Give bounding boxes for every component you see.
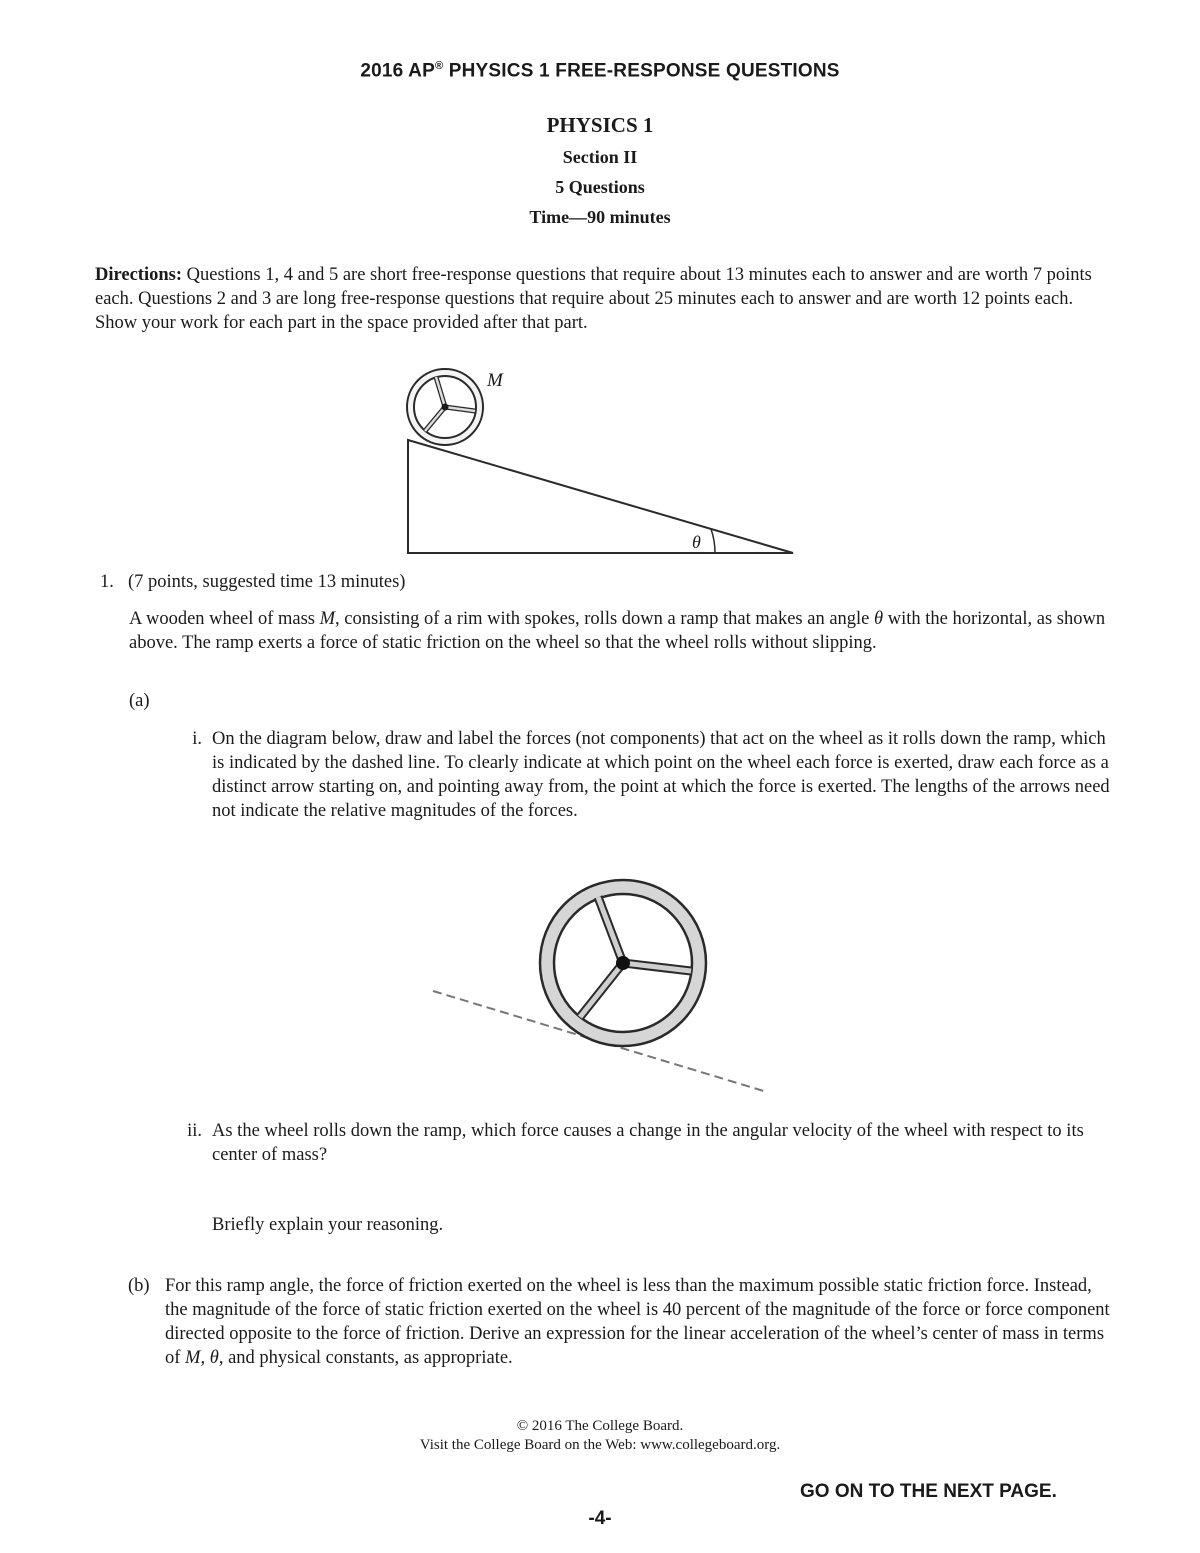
subject-title: PHYSICS 1 <box>546 113 654 137</box>
item-i <box>192 727 1112 823</box>
question-1-header <box>100 572 405 593</box>
small-wheel-icon <box>407 369 483 445</box>
intro-mass-symbol: M <box>319 609 336 629</box>
time-limit: Time—90 minutes <box>529 207 671 227</box>
item-i-text: On the diagram below, draw and label the forces (not components) that act on the wheel as it rolls down the ramp, which is indicated by the dashed line. To clearly indicate at which point on the wheel each force is exerted, draw each force as a distinct arrow starting on, and pointing away from, the point at which the force is exerted. The lengths of the arrows need not indicate the relative magnitudes of the forces. <box>212 729 1110 821</box>
question-points: (7 points, suggested time 13 minutes) <box>128 572 406 592</box>
part-b-text-3: , and physical constants, as appropriate. <box>218 1348 513 1368</box>
header-title-part1: 2016 AP <box>360 60 435 82</box>
ramp-triangle <box>408 440 793 553</box>
center-of-mass-dot <box>616 956 630 970</box>
part-b <box>128 1274 1115 1370</box>
intro-text-2: , consisting of a rim with spokes, rolls down a ramp that makes an angle <box>335 609 875 629</box>
intro-theta-symbol: θ <box>874 609 884 629</box>
force-diagram <box>425 870 775 1100</box>
question-1-intro <box>129 607 1109 655</box>
question-count: 5 Questions <box>555 177 645 197</box>
directions-text: Questions 1, 4 and 5 are short free-response questions that require about 13 minutes each to answer and are worth 7 points each. Questions 2 and 3 are long free-response questions that require about 25 minutes each to answer and are worth 12 points each. Show your work for each part in the space provided after that part. <box>95 265 1092 333</box>
mass-label: M <box>487 370 503 391</box>
angle-arc <box>711 529 715 553</box>
header-title-part2: PHYSICS 1 FREE-RESPONSE QUESTIONS <box>443 60 840 82</box>
item-ii <box>187 1119 1112 1167</box>
registered-mark: ® <box>434 60 444 72</box>
part-b-label: (b) <box>128 1276 150 1296</box>
explain-prompt: Briefly explain your reasoning. <box>212 1215 444 1235</box>
part-a-label: (a) <box>129 691 150 711</box>
copyright: © 2016 The College Board. <box>516 1418 684 1434</box>
directions-label: Directions: <box>95 265 182 285</box>
section-title: Section II <box>562 147 638 167</box>
page-header <box>0 60 1200 82</box>
item-i-label: i. <box>192 729 202 749</box>
ramp-figure <box>395 360 805 565</box>
item-ii-text: As the wheel rolls down the ramp, which force causes a change in the angular velocity of the wheel with respect to its center of mass? <box>212 1121 1084 1165</box>
page-number: -4- <box>588 1508 612 1529</box>
next-page-notice: GO ON TO THE NEXT PAGE. <box>800 1481 1057 1502</box>
intro-text-1: A wooden wheel of mass <box>129 609 320 629</box>
part-b-text-1: For this ramp angle, the force of friction exerted on the wheel is less than the maximum possible static friction force. Instead, the magnitude of the force of static friction exerted on the wheel is 40 percent of the magnitude of the force or force component directed opposite to the force of friction. Derive an expression for the linear acceleration of the wheel’s center of mass in terms of <box>165 1276 1110 1368</box>
item-ii-label: ii. <box>187 1121 202 1141</box>
website-note: Visit the College Board on the Web: www.collegeboard.org. <box>419 1437 781 1453</box>
angle-label: θ <box>692 532 701 552</box>
part-b-mass-symbol: M <box>185 1348 201 1368</box>
intro-text-3: with the horizontal, as shown above. The ramp exerts a force of static friction on the wheel so that the wheel rolls without slipping. <box>129 609 1106 653</box>
large-wheel-icon <box>540 880 706 1046</box>
part-b-text-2: , <box>200 1348 210 1368</box>
question-number: 1. <box>100 572 114 592</box>
part-b-theta-symbol: θ <box>209 1348 219 1368</box>
directions <box>95 263 1105 335</box>
